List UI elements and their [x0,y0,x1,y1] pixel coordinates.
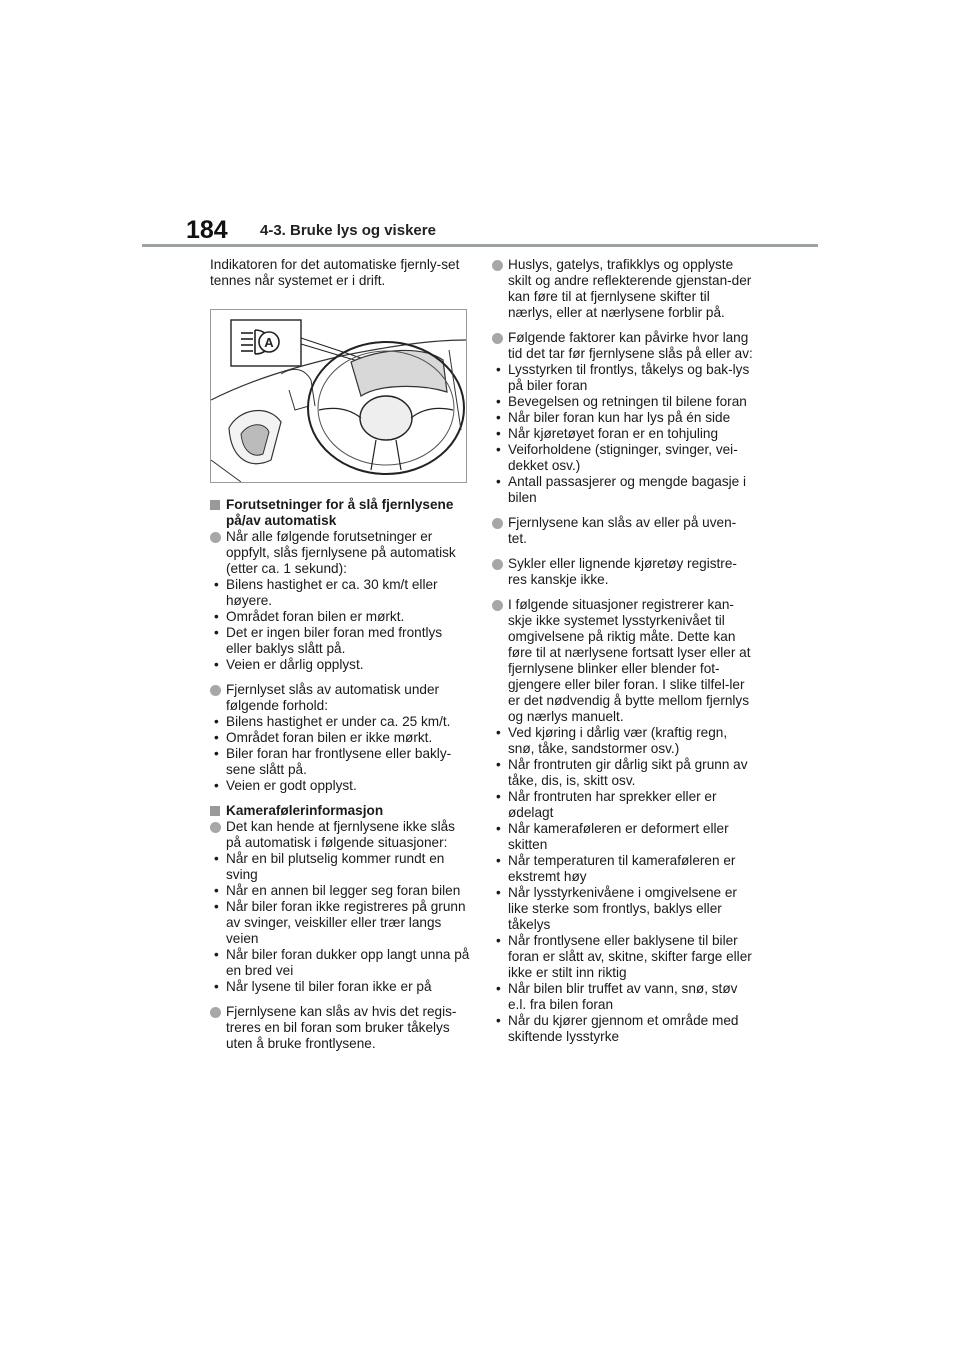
list-item: • Når en annen bil legger seg foran bilen [210,883,470,899]
list-item: • Ved kjøring i dårlig vær (kraftig regn, snø, tåke, sandstormer osv.) [492,725,754,757]
sub-list [210,851,470,995]
list-item: • Bevegelsen og retningen til bilene foran [492,394,754,410]
list-item: • Veien er godt opplyst. [210,778,470,794]
list-item: • Når en bil plutselig kommer rundt en sving [210,851,470,883]
section-heading-1 [210,497,470,529]
bullet-item [492,515,754,547]
circle-bullet-icon [492,333,503,344]
list-item: • Når du kjører gjennom et område med skiftende lysstyrke [492,1013,754,1045]
bullet-item [210,819,470,851]
list-item: • Når kjøretøyet foran er en tohjuling [492,426,754,442]
list-item: • Området foran bilen er ikke mørkt. [210,730,470,746]
list-item: • Veiforholdene (stigninger, svinger, vei-dekket osv.) [492,442,754,474]
auto-high-beam-indicator-icon [231,320,301,366]
page-header [142,214,818,248]
bullet-text: Fjernlysene kan slås av eller på uven-tet. [508,515,737,546]
page-number: 184 [186,216,228,244]
steering-wheel-figure [211,310,466,482]
list-item: • Når bilen blir truffet av vann, snø, støv e.l. fra bilen foran [492,981,754,1013]
list-item: • Antall passasjerer og mengde bagasje i bilen [492,474,754,506]
left-column [210,257,470,1052]
list-item: • Når frontruten har sprekker eller er ødelagt [492,789,754,821]
bullet-text: Fjernlyset slås av automatisk under følgende forhold: [226,682,440,713]
list-item: • Når biler foran ikke registreres på grunn av svinger, veiskiller eller trær langs veien [210,899,470,947]
list-item: • Når kameraføleren er deformert eller skitten [492,821,754,853]
bullet-item [492,556,754,588]
list-item: • Når frontruten gir dårlig sikt på grunn av tåke, dis, is, skitt osv. [492,757,754,789]
circle-bullet-icon [492,559,503,570]
right-column [492,257,754,1054]
bullet-text: Sykler eller lignende kjøretøy registre-res kanskje ikke. [508,556,737,587]
sub-list [492,725,754,1045]
bullet-text: Fjernlysene kan slås av hvis det regis-treres en bil foran som bruker tåkelys uten å bruke frontlysene. [226,1004,457,1051]
circle-bullet-icon [492,600,503,611]
section-title: 4-3. Bruke lys og viskere [260,222,436,239]
square-marker-icon [210,806,220,816]
bullet-text: Huslys, gatelys, trafikklys og opplyste skilt og andre reflekterende gjenstan-der kan føre til at fjernlysene skifter til nærlys, eller at nærlysene forblir på. [508,257,752,320]
intro-text: Indikatoren for det automatiske fjernly-set tennes når systemet er i drift. [210,257,460,288]
list-item: • Veien er dårlig opplyst. [210,657,470,673]
list-item: • Når temperaturen til kameraføleren er ekstremt høy [492,853,754,885]
list-item: • Når frontlysene eller baklysene til biler foran er slått av, skitne, skifter farge eller ikke er stilt inn riktig [492,933,754,981]
circle-bullet-icon [492,518,503,529]
circle-bullet-icon [492,260,503,271]
bullet-item [492,257,754,321]
list-item: • Når biler foran dukker opp langt unna på en bred vei [210,947,470,979]
circle-bullet-icon [210,685,221,696]
heading-text: Forutsetninger for å slå fjernlysene på/av automatisk [226,497,454,528]
bullet-item [210,682,470,714]
list-item: • Lysstyrken til frontlys, tåkelys og bak-lys på biler foran [492,362,754,394]
list-item: • Når biler foran kun har lys på én side [492,410,754,426]
circle-bullet-icon [210,532,221,543]
list-item: • Området foran bilen er mørkt. [210,609,470,625]
sub-list [210,577,470,673]
indicator-letter: A [264,335,274,350]
list-item: • Det er ingen biler foran med frontlys eller baklys slått på. [210,625,470,657]
bullet-text: Følgende faktorer kan påvirke hvor lang tid det tar før fjernlysene slås på eller av: [508,330,753,361]
section-heading-2 [210,803,470,819]
bullet-text: I følgende situasjoner registrerer kan-skje ikke systemet lysstyrkenivået til omgivelsene på riktig måte. Dette kan føre til at nærlysene fortsatt lyser eller at fjernlysene blinker eller blender fot-gjengere eller biler foran. I slike tilfel-ler er det nødvendig å bytte mellom fjernlys og nærlys manuelt. [508,597,751,724]
sub-list [210,714,470,794]
circle-bullet-icon [210,1007,221,1018]
circle-bullet-icon [210,822,221,833]
list-item: • Bilens hastighet er under ca. 25 km/t. [210,714,470,730]
list-item: • Når lysene til biler foran ikke er på [210,979,470,995]
header-rule [142,244,818,247]
dashboard-illustration [210,309,467,483]
bullet-item [210,1004,470,1052]
square-marker-icon [210,500,220,510]
sub-list [492,362,754,506]
heading-text: Kamerafølerinformasjon [226,803,384,818]
list-item: • Biler foran har frontlysene eller bakly-sene slått på. [210,746,470,778]
list-item: • Bilens hastighet er ca. 30 km/t eller høyere. [210,577,470,609]
bullet-text: Det kan hende at fjernlysene ikke slås på automatisk i følgende situasjoner: [226,819,455,850]
list-item: • Når lysstyrkenivåene i omgivelsene er like sterke som frontlys, baklys eller tåkelys [492,885,754,933]
bullet-item [492,597,754,725]
bullet-text: Når alle følgende forutsetninger er oppfylt, slås fjernlysene på automatisk (etter ca. 1 sekund): [226,529,456,576]
bullet-item [492,330,754,362]
bullet-item [210,529,470,577]
